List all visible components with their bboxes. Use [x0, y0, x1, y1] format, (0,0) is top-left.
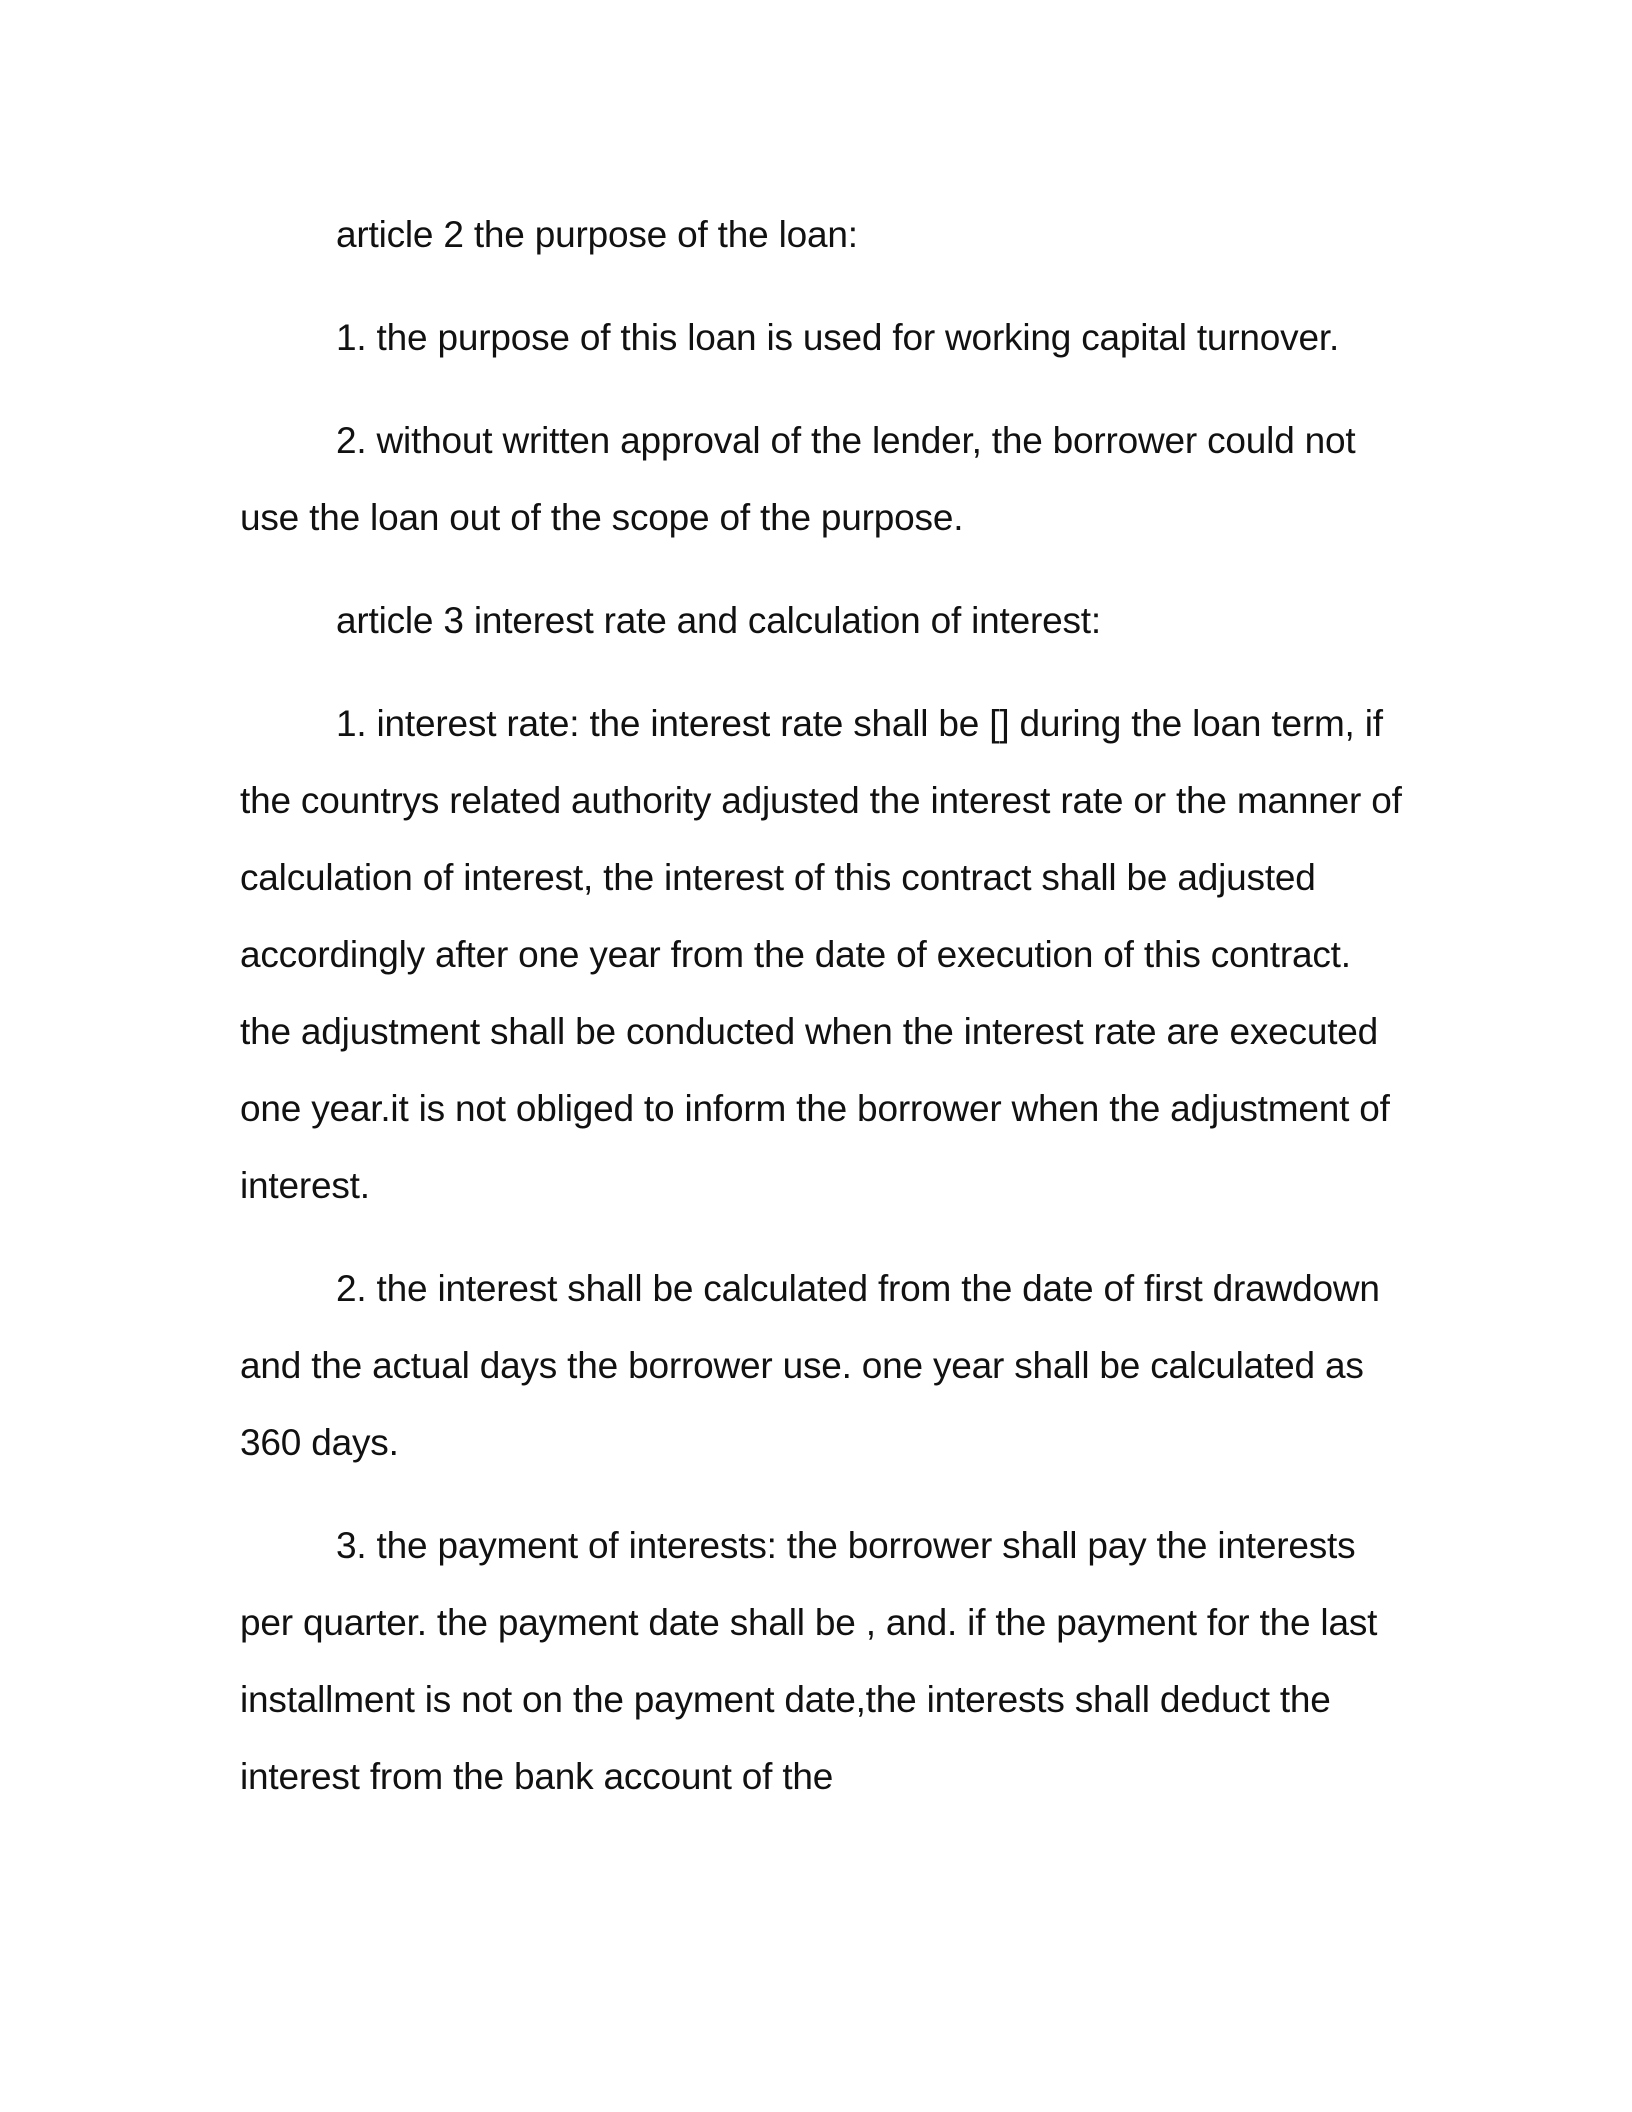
document-body	[240, 196, 1410, 1841]
article-3-clause-1: 1. interest rate: the interest rate shall be [] during the loan term, if the countrys related authority adjusted the interest rate or the manner of calculation of interest, the interest of this contract shall be adjusted accordingly after one year from the date of execution of this contract. the adjustment shall be conducted when the interest rate are executed one year.it is not obliged to inform the borrower when the adjustment of interest.	[240, 703, 1402, 1206]
article-3-clause-2: 2. the interest shall be calculated from the date of first drawdown and the actual days the borrower use. one year shall be calculated as 360 days.	[240, 1268, 1380, 1463]
article-2-heading: article 2 the purpose of the loan:	[336, 214, 858, 255]
article-3-clause-3: 3. the payment of interests: the borrower shall pay the interests per quarter. the payment date shall be , and. if the payment for the last installment is not on the payment date,the interests shall deduct the interest from the bank account of the	[240, 1525, 1378, 1797]
article-2-clause-1: 1. the purpose of this loan is used for working capital turnover.	[336, 317, 1340, 358]
article-2-clause-2: 2. without written approval of the lender, the borrower could not use the loan out of the scope of the purpose.	[240, 420, 1356, 538]
article-3-heading: article 3 interest rate and calculation of interest:	[336, 600, 1101, 641]
